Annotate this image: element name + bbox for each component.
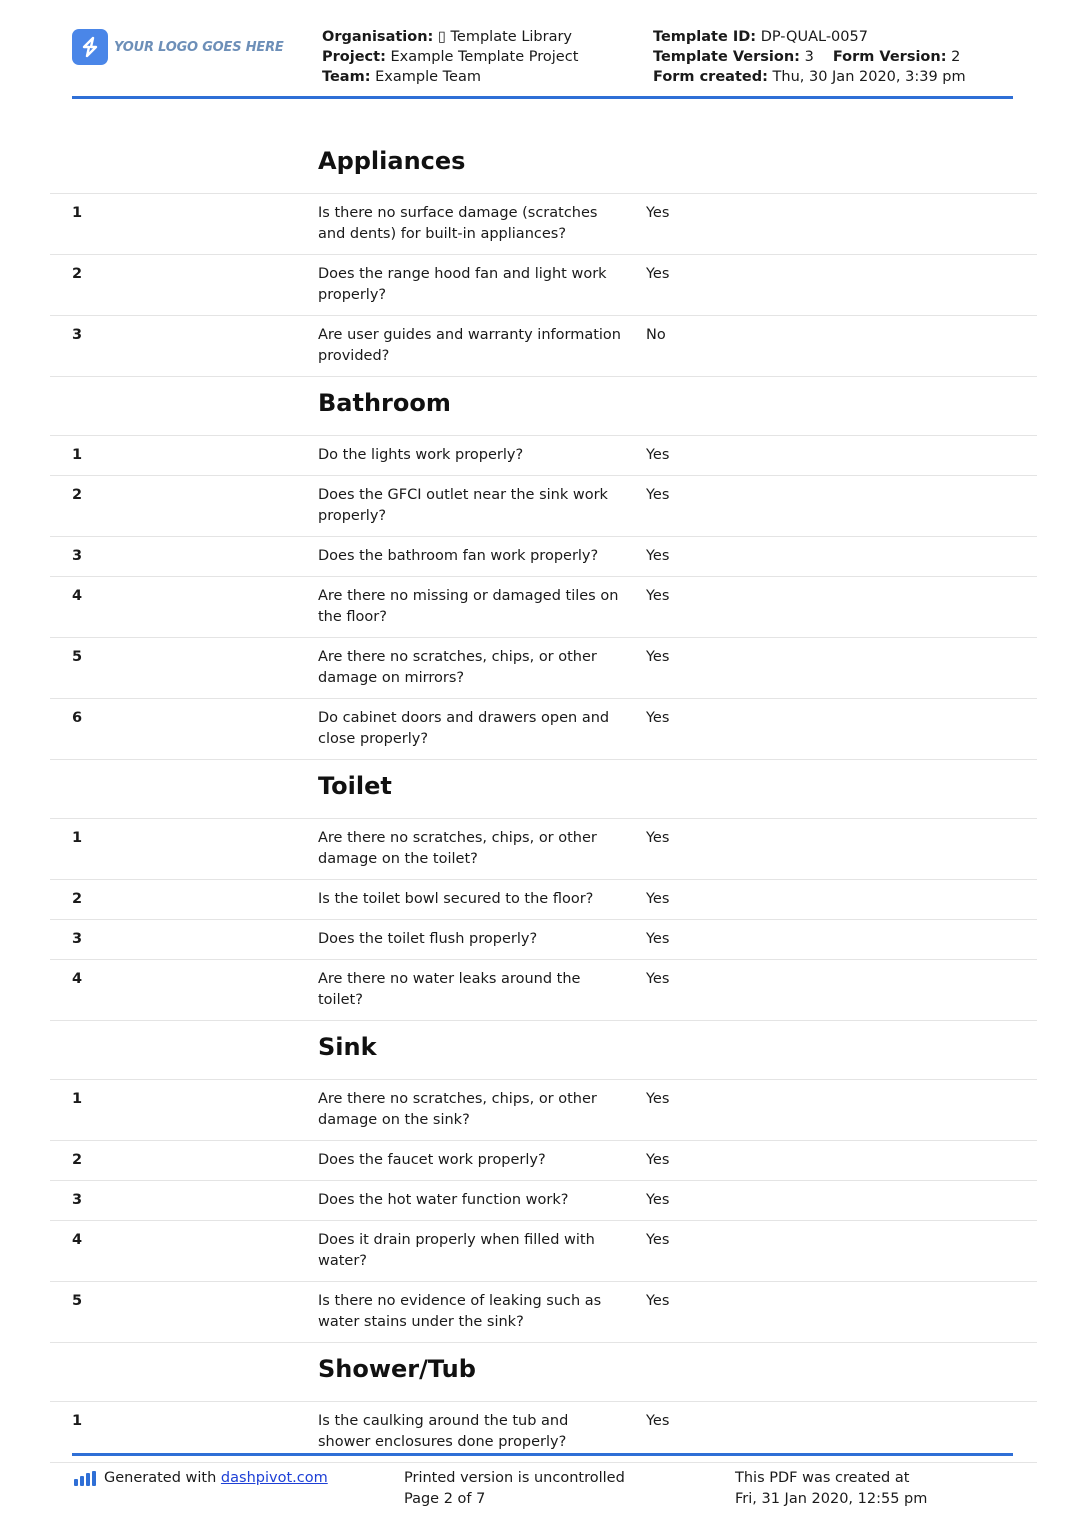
page-number: Page 2 of 7 xyxy=(404,1491,486,1507)
item-number: 1 xyxy=(72,205,83,221)
project-label: Project: xyxy=(322,49,386,65)
item-question: Does the faucet work properly? xyxy=(318,1152,546,1168)
pdf-created-label: This PDF was created at xyxy=(735,1470,910,1486)
checklist-row xyxy=(50,1281,1037,1343)
item-answer: Yes xyxy=(646,1152,670,1168)
organisation-value: ▯ Template Library xyxy=(437,29,573,45)
checklist-row xyxy=(50,193,1037,254)
checklist-row xyxy=(50,879,1037,919)
template-version-value: 3 xyxy=(804,49,814,65)
team-value: Example Team xyxy=(375,69,481,85)
item-number: 2 xyxy=(72,1152,83,1168)
generated-prefix: Generated with xyxy=(104,1470,217,1486)
footer-pdf-created xyxy=(735,1468,927,1510)
checklist-row xyxy=(50,818,1037,879)
item-answer: Yes xyxy=(646,1232,670,1248)
item-number: 1 xyxy=(72,830,83,846)
item-question: Are there no water leaks around the toilet? xyxy=(318,971,581,1008)
section-title: Toilet xyxy=(318,772,392,800)
uncontrolled-notice: Printed version is uncontrolled xyxy=(404,1470,625,1486)
item-answer: Yes xyxy=(646,971,670,987)
item-question: Is there no surface damage (scratches and dents) for built-in appliances? xyxy=(318,205,598,242)
header-divider xyxy=(72,96,1013,99)
checklist-row xyxy=(50,1140,1037,1180)
header-meta-organisation xyxy=(322,27,578,87)
header-meta-template xyxy=(653,27,966,87)
item-number: 4 xyxy=(72,971,83,987)
item-answer: Yes xyxy=(646,830,670,846)
checklist-row xyxy=(50,536,1037,576)
footer-page-info xyxy=(404,1468,625,1510)
logo-text: YOUR LOGO GOES HERE xyxy=(114,39,284,55)
item-question: Does the range hood fan and light work properly? xyxy=(318,266,607,303)
section-title: Bathroom xyxy=(318,389,451,417)
item-question: Are there no scratches, chips, or other damage on the sink? xyxy=(318,1091,597,1128)
section xyxy=(50,1343,1037,1463)
item-question: Are there no missing or damaged tiles on the floor? xyxy=(318,588,619,625)
item-answer: Yes xyxy=(646,266,670,282)
section xyxy=(50,760,1037,1021)
item-question: Do cabinet doors and drawers open and close properly? xyxy=(318,710,610,747)
checklist-row xyxy=(50,576,1037,637)
item-question: Does the bathroom fan work properly? xyxy=(318,548,599,564)
section xyxy=(50,1021,1037,1343)
item-number: 1 xyxy=(72,1091,83,1107)
item-question: Is the caulking around the tub and shower enclosures done properly? xyxy=(318,1413,569,1450)
item-number: 3 xyxy=(72,1192,83,1208)
item-number: 5 xyxy=(72,1293,83,1309)
item-answer: Yes xyxy=(646,891,670,907)
item-answer: Yes xyxy=(646,649,670,665)
dashpivot-bars-icon xyxy=(74,1472,96,1486)
item-question: Does the GFCI outlet near the sink work properly? xyxy=(318,487,608,524)
item-number: 6 xyxy=(72,710,83,726)
logo-icon xyxy=(72,29,108,65)
checklist-row xyxy=(50,254,1037,315)
item-number: 2 xyxy=(72,266,83,282)
item-question: Is the toilet bowl secured to the floor? xyxy=(318,891,594,907)
form-created-value: Thu, 30 Jan 2020, 3:39 pm xyxy=(772,69,966,85)
item-answer: Yes xyxy=(646,1413,670,1429)
organisation-label: Organisation: xyxy=(322,29,434,45)
item-answer: Yes xyxy=(646,1091,670,1107)
item-answer: Yes xyxy=(646,548,670,564)
item-question: Does the toilet flush properly? xyxy=(318,931,538,947)
company-logo xyxy=(72,29,284,65)
item-answer: Yes xyxy=(646,487,670,503)
section-title: Sink xyxy=(318,1033,377,1061)
item-number: 2 xyxy=(72,891,83,907)
item-question: Is there no evidence of leaking such as water stains under the sink? xyxy=(318,1293,602,1330)
checklist-row xyxy=(50,637,1037,698)
item-number: 4 xyxy=(72,588,83,604)
item-question: Do the lights work properly? xyxy=(318,447,524,463)
item-answer: No xyxy=(646,327,666,343)
item-question: Does it drain properly when filled with water? xyxy=(318,1232,595,1269)
item-answer: Yes xyxy=(646,1293,670,1309)
item-number: 3 xyxy=(72,548,83,564)
section-title: Appliances xyxy=(318,147,466,175)
footer-divider xyxy=(72,1453,1013,1456)
item-answer: Yes xyxy=(646,710,670,726)
template-id-label: Template ID: xyxy=(653,29,757,45)
form-version-value: 2 xyxy=(951,49,961,65)
checklist-row xyxy=(50,435,1037,475)
checklist-row xyxy=(50,475,1037,536)
team-label: Team: xyxy=(322,69,371,85)
checklist-row xyxy=(50,959,1037,1021)
checklist-row xyxy=(50,1220,1037,1281)
item-question: Does the hot water function work? xyxy=(318,1192,569,1208)
item-question: Are there no scratches, chips, or other damage on mirrors? xyxy=(318,649,597,686)
dashpivot-link[interactable]: dashpivot.com xyxy=(220,1470,328,1486)
checklist-row xyxy=(50,315,1037,377)
item-number: 1 xyxy=(72,1413,83,1429)
footer-generated xyxy=(74,1468,328,1489)
item-answer: Yes xyxy=(646,931,670,947)
section xyxy=(50,377,1037,760)
item-number: 5 xyxy=(72,649,83,665)
item-answer: Yes xyxy=(646,588,670,604)
section-title: Shower/Tub xyxy=(318,1355,476,1383)
form-created-label: Form created: xyxy=(653,69,768,85)
template-version-label: Template Version: xyxy=(653,49,800,65)
checklist-row xyxy=(50,1180,1037,1220)
template-id-value: DP-QUAL-0057 xyxy=(760,29,868,45)
item-answer: Yes xyxy=(646,447,670,463)
checklist-row xyxy=(50,1079,1037,1140)
item-answer: Yes xyxy=(646,205,670,221)
item-answer: Yes xyxy=(646,1192,670,1208)
item-number: 1 xyxy=(72,447,83,463)
pdf-created-value: Fri, 31 Jan 2020, 12:55 pm xyxy=(735,1491,928,1507)
item-question: Are user guides and warranty information provided? xyxy=(318,327,621,364)
section xyxy=(50,135,1037,377)
checklist-row xyxy=(50,698,1037,760)
item-number: 3 xyxy=(72,931,83,947)
item-number: 2 xyxy=(72,487,83,503)
checklist-sections xyxy=(50,135,1037,1463)
item-number: 3 xyxy=(72,327,83,343)
project-value: Example Template Project xyxy=(390,49,579,65)
checklist-row xyxy=(50,919,1037,959)
form-version-label: Form Version: xyxy=(832,49,947,65)
item-question: Are there no scratches, chips, or other damage on the toilet? xyxy=(318,830,597,867)
item-number: 4 xyxy=(72,1232,83,1248)
